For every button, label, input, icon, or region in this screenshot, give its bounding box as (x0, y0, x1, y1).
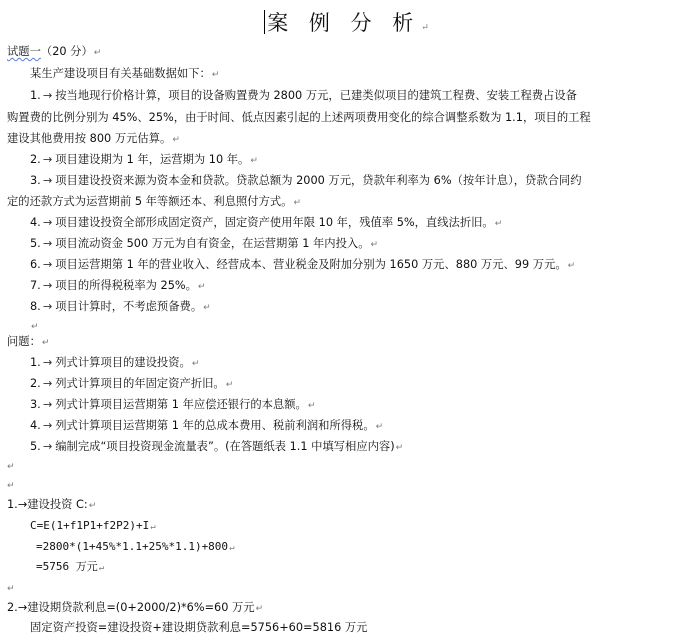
paragraph-mark-icon: ↵ (191, 359, 200, 369)
item-text: 购置费的比例分别为 45%、25%，由于时间、低点因素引起的上述两项费用变化的综合调整系数为 1.1，项目的工程 (7, 111, 591, 124)
answer-heading (7, 497, 96, 513)
question-number: 1. (30, 356, 41, 369)
paragraph-mark-icon: ↵ (93, 48, 102, 58)
list-item-continuation (7, 110, 591, 126)
paragraph-mark-icon: ↵ (88, 501, 97, 511)
paragraph-mark-icon: ↵ (229, 543, 235, 553)
formula-line (30, 518, 156, 534)
paragraph-mark-icon: ↵ (250, 156, 258, 166)
tab-arrow-icon: → (42, 258, 53, 271)
question-label: 试题一 (7, 45, 41, 58)
question-item (30, 418, 383, 434)
tab-arrow-icon: → (42, 153, 53, 166)
item-text: 项目计算时，不考虑预备费。 (55, 300, 203, 313)
list-item-continuation (7, 131, 180, 147)
paragraph-mark-icon: ↵ (494, 219, 503, 229)
formula-step (36, 539, 234, 555)
list-item-continuation (7, 194, 301, 210)
item-number: 7. (30, 279, 41, 292)
paragraph-mark-icon: ↵ (150, 522, 156, 532)
question-text: 编制完成“项目投资现金流量表”。(在答题纸表 1.1 中填写相应内容) (55, 440, 395, 453)
question-score: （20 分） (40, 45, 93, 58)
paragraph-mark-icon: ↵ (7, 481, 15, 491)
question-text: 列式计算项目的建设投资。 (55, 356, 191, 369)
empty-paragraph (6, 477, 15, 493)
paragraph-mark-icon: ↵ (211, 70, 220, 80)
list-item (30, 299, 211, 315)
question-text: 列式计算项目的年固定资产折旧。 (55, 377, 225, 390)
item-number: 2. (30, 153, 41, 166)
paragraph-mark-icon: ↵ (375, 422, 384, 432)
paragraph-mark-icon: ↵ (98, 563, 105, 573)
list-item (30, 278, 205, 294)
tab-arrow-icon: → (42, 377, 53, 390)
text-cursor (264, 10, 265, 34)
formula-step-text: =2800*(1+45%*1.1+25%*1.1)+800 (36, 540, 229, 553)
paragraph-mark-icon: ↵ (293, 198, 302, 208)
tab-arrow-icon: → (42, 237, 53, 250)
answer-heading-text: 1.→建设投资 C: (7, 498, 88, 511)
title-text: 案 例 分 析 (267, 11, 421, 35)
item-number: 1. (30, 89, 41, 102)
paragraph-mark-icon: ↵ (197, 282, 206, 292)
item-text: 按当地现行价格计算，项目的设备购置费为 2800 万元，已建类似项目的建筑工程费、安装工程费占设备 (55, 89, 577, 102)
paragraph-mark-icon: ↵ (255, 604, 264, 614)
paragraph-mark-icon: ↵ (225, 380, 234, 390)
empty-paragraph (6, 580, 15, 596)
formula-text: C=E(1+f1P1+f2P2)+I (30, 519, 150, 532)
questions-label-text: 问题： (7, 335, 41, 348)
tab-arrow-icon: → (42, 279, 53, 292)
answer-heading (7, 600, 263, 616)
item-number: 4. (30, 216, 41, 229)
item-text: 定的还款方式为运营期前 5 年等额还本、利息照付方式。 (7, 195, 293, 208)
answer-partial-text: 固定资产投资=建设投资+建设期贷款利息=5756+60=5816 万元 (30, 621, 368, 634)
list-item (30, 173, 582, 189)
item-text: 项目流动资金 500 万元为自有资金，在运营期第 1 年内投入。 (55, 237, 370, 250)
item-text: 建设其他费用按 800 万元估算。 (7, 132, 172, 145)
item-number: 3. (30, 174, 41, 187)
tab-arrow-icon: → (42, 356, 53, 369)
paragraph-mark-icon: ↵ (172, 135, 180, 145)
answer-heading-text: 2.→建设期贷款利息=(0+2000/2)*6%=60 万元 (7, 601, 255, 614)
item-text: 项目的所得税税率为 25%。 (55, 279, 197, 292)
tab-arrow-icon: → (42, 398, 53, 411)
formula-result (36, 559, 104, 575)
page-title (0, 10, 700, 41)
empty-paragraph (6, 458, 15, 474)
list-item (30, 88, 577, 104)
paragraph-mark-icon: ↵ (41, 338, 50, 348)
question-number: 3. (30, 398, 41, 411)
item-number: 5. (30, 237, 41, 250)
list-item (30, 236, 378, 252)
tab-arrow-icon: → (42, 216, 53, 229)
paragraph-mark-icon: ↵ (307, 401, 316, 411)
list-item (30, 152, 258, 168)
question-item (30, 355, 199, 371)
question-text: 列式计算项目运营期第 1 年应偿还银行的本息额。 (55, 398, 307, 411)
question-item (30, 397, 315, 413)
list-item (30, 257, 575, 273)
list-item (30, 215, 502, 231)
item-text: 项目建设投资全部形成固定资产，固定资产使用年限 10 年，残值率 5%，直线法折旧。 (55, 216, 494, 229)
paragraph-mark-icon: ↵ (31, 322, 39, 332)
question-number: 5. (30, 440, 41, 453)
intro-text: 某生产建设项目有关基础数据如下： (30, 67, 211, 80)
paragraph-mark-icon: ↵ (395, 443, 404, 453)
tab-arrow-icon: → (42, 419, 53, 432)
tab-arrow-icon: → (42, 174, 53, 187)
answer-partial-line (30, 620, 367, 636)
item-text: 项目运营期第 1 年的营业收入、经营成本、营业税金及附加分别为 1650 万元、880 万元、99 万元。 (55, 258, 567, 271)
tab-arrow-icon: → (42, 300, 53, 313)
questions-label (7, 334, 49, 350)
paragraph-mark-icon: ↵ (421, 23, 436, 33)
empty-paragraph (30, 318, 39, 334)
item-number: 6. (30, 258, 41, 271)
paragraph-mark-icon: ↵ (7, 462, 15, 472)
question-number: 4. (30, 419, 41, 432)
intro-line (30, 66, 219, 82)
item-text: 项目建设期为 1 年，运营期为 10 年。 (55, 153, 250, 166)
paragraph-mark-icon: ↵ (370, 240, 379, 250)
paragraph-mark-icon: ↵ (567, 261, 576, 271)
question-header (7, 44, 101, 60)
tab-arrow-icon: → (42, 440, 53, 453)
formula-result-text: =5756 万元 (36, 560, 98, 573)
paragraph-mark-icon: ↵ (203, 303, 211, 313)
item-number: 8. (30, 300, 41, 313)
question-text: 列式计算项目运营期第 1 年的总成本费用、税前利润和所得税。 (55, 419, 375, 432)
paragraph-mark-icon: ↵ (7, 584, 15, 594)
question-item (30, 376, 233, 392)
tab-arrow-icon: → (42, 89, 53, 102)
item-text: 项目建设投资来源为资本金和贷款。贷款总额为 2000 万元，贷款年利率为 6%（按年计息），贷款合同约 (55, 174, 582, 187)
question-item (30, 439, 403, 455)
question-number: 2. (30, 377, 41, 390)
